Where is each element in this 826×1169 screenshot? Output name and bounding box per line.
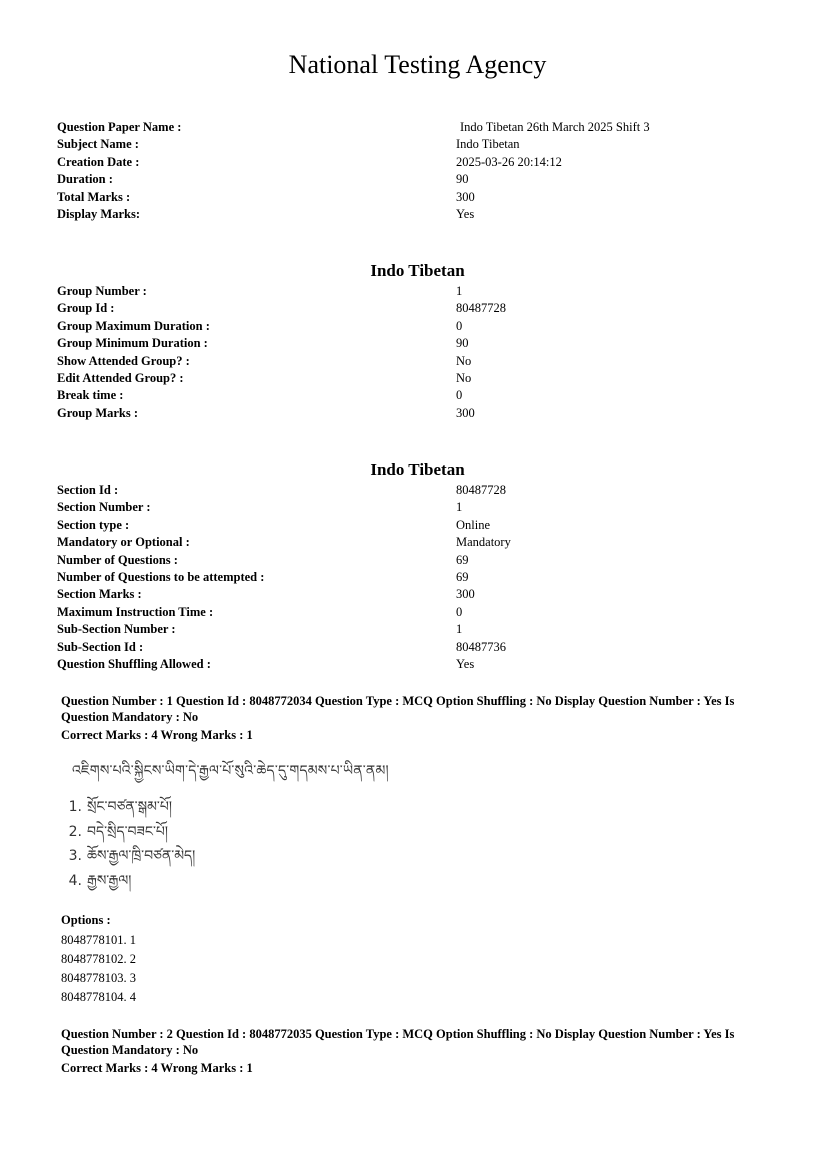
field-value: 80487728 <box>456 301 506 316</box>
group-info-row <box>57 370 777 387</box>
field-label: Section type : <box>57 517 130 532</box>
field-value: Yes <box>456 656 475 671</box>
section-info-row <box>57 569 777 586</box>
field-label: Sub-Section Number : <box>57 622 176 637</box>
section-heading: Indo Tibetan <box>370 460 465 479</box>
field-value: 1 <box>456 622 463 637</box>
group-info-row <box>57 318 777 335</box>
field-value: Yes <box>456 206 475 221</box>
paper-info-row <box>57 119 777 136</box>
choice-number: 1. <box>68 799 82 815</box>
field-label: Edit Attended Group? : <box>57 370 184 385</box>
field-value: 300 <box>456 587 475 602</box>
options-block <box>61 911 136 1007</box>
paper-info-row <box>57 189 777 206</box>
field-label: Section Id : <box>57 483 119 497</box>
choice-text: རྒྱས་རྒྱལ། <box>87 872 132 889</box>
field-value: 80487736 <box>456 639 506 654</box>
paper-info-row <box>57 171 777 188</box>
question-choice <box>66 790 195 815</box>
field-value: 0 <box>456 604 463 619</box>
field-label: Group Marks : <box>57 405 139 420</box>
question-2 <box>61 1027 761 1077</box>
field-label: Question Paper Name : <box>57 120 182 134</box>
question-1 <box>61 694 761 744</box>
question-choice <box>66 839 195 864</box>
field-label: Section Marks : <box>57 587 142 602</box>
paper-info-table <box>57 119 777 223</box>
field-value: 1 <box>456 500 463 515</box>
question-marks: Correct Marks : 4 Wrong Marks : 1 <box>61 728 253 742</box>
field-value: 80487728 <box>456 483 506 497</box>
field-label: Group Id : <box>57 301 115 316</box>
field-label: Show Attended Group? : <box>57 353 190 368</box>
field-value: 300 <box>456 405 475 420</box>
field-label: Sub-Section Id : <box>57 639 144 654</box>
field-value: 69 <box>456 552 469 567</box>
paper-info-row <box>57 136 777 153</box>
field-value: Mandatory <box>456 535 511 550</box>
field-label: Number of Questions to be attempted : <box>57 569 265 584</box>
field-label: Display Marks: <box>57 206 140 221</box>
group-heading: Indo Tibetan <box>370 261 465 280</box>
question-marks: Correct Marks : 4 Wrong Marks : 1 <box>61 1061 253 1075</box>
option-item: 8048778101. 1 <box>61 933 136 947</box>
section-info-row <box>57 517 777 534</box>
section-info-row <box>57 621 777 638</box>
field-label: Group Minimum Duration : <box>57 336 208 351</box>
section-info-row <box>57 604 777 621</box>
field-label: Maximum Instruction Time : <box>57 604 214 619</box>
group-info-row <box>57 353 777 370</box>
field-label: Group Number : <box>57 284 147 298</box>
field-value: Online <box>456 517 491 532</box>
field-label: Group Maximum Duration : <box>57 318 210 333</box>
choice-number: 4. <box>68 872 82 889</box>
field-value: 2025-03-26 20:14:12 <box>456 154 562 169</box>
section-info-row <box>57 499 777 516</box>
field-label: Question Shuffling Allowed : <box>57 656 211 671</box>
option-item: 8048778103. 3 <box>61 971 136 985</box>
section-info-row <box>57 482 777 499</box>
group-info-table <box>57 283 777 422</box>
field-label: Total Marks : <box>57 189 131 204</box>
group-info-row <box>57 387 777 404</box>
field-value: Indo Tibetan <box>456 137 520 152</box>
field-label: Number of Questions : <box>57 552 178 567</box>
field-label: Creation Date : <box>57 154 140 169</box>
question-image <box>66 752 426 892</box>
group-info-row <box>57 283 777 300</box>
field-label: Break time : <box>57 388 124 403</box>
question-stem: འཇིགས་པའི་སྐྱིངས་ཡིག་དེ་རྒྱལ་པོ་སུའི་ཆེད་དུ་གདམས་པ་ཡིན་ནམ། <box>72 763 389 779</box>
field-value: No <box>456 370 472 385</box>
choice-text: བདེ་སྲིད་བཟང་པོ། <box>87 823 168 840</box>
page-title: National Testing Agency <box>288 50 547 79</box>
field-label: Mandatory or Optional : <box>57 535 190 550</box>
question-header: Question Number : 2 Question Id : 8048772035 Question Type : MCQ Option Shuffling : No Display Question Number : Yes Is Question Mandatory : No <box>61 1027 735 1057</box>
field-value: 90 <box>456 336 469 351</box>
section-info-row <box>57 552 777 569</box>
field-label: Duration : <box>57 172 113 187</box>
field-value: 1 <box>456 284 463 298</box>
field-value: No <box>456 353 472 368</box>
field-label: Section Number : <box>57 500 151 515</box>
group-info-row <box>57 300 777 317</box>
field-value: 69 <box>456 569 469 584</box>
section-info-row <box>57 534 777 551</box>
group-info-row <box>57 405 777 422</box>
question-header: Question Number : 1 Question Id : 8048772034 Question Type : MCQ Option Shuffling : No Display Question Number : Yes Is Question Mandatory : No <box>61 694 735 724</box>
field-value: 0 <box>456 318 463 333</box>
question-choice <box>66 864 195 889</box>
options-label: Options : <box>61 913 111 927</box>
choice-number: 2. <box>68 823 82 840</box>
field-label: Subject Name : <box>57 137 139 152</box>
field-value: Indo Tibetan 26th March 2025 Shift 3 <box>460 120 650 134</box>
choice-text: ཆོས་རྒྱལ་ཁྲི་བཙན་མེད། <box>87 848 196 864</box>
section-info-row <box>57 639 777 656</box>
paper-info-row <box>57 154 777 171</box>
question-choice-list <box>66 790 195 888</box>
choice-number: 3. <box>68 848 82 864</box>
section-info-table <box>57 482 777 673</box>
paper-info-row <box>57 206 777 223</box>
field-value: 0 <box>456 388 463 403</box>
section-info-row <box>57 656 777 673</box>
option-item: 8048778104. 4 <box>61 990 136 1004</box>
choice-text: སྲོང་བཙན་སྒམ་པོ། <box>87 799 172 815</box>
group-info-row <box>57 335 777 352</box>
field-value: 300 <box>456 189 475 204</box>
section-info-row <box>57 586 777 603</box>
option-item: 8048778102. 2 <box>61 952 136 966</box>
question-choice <box>66 815 195 840</box>
field-value: 90 <box>456 172 469 187</box>
